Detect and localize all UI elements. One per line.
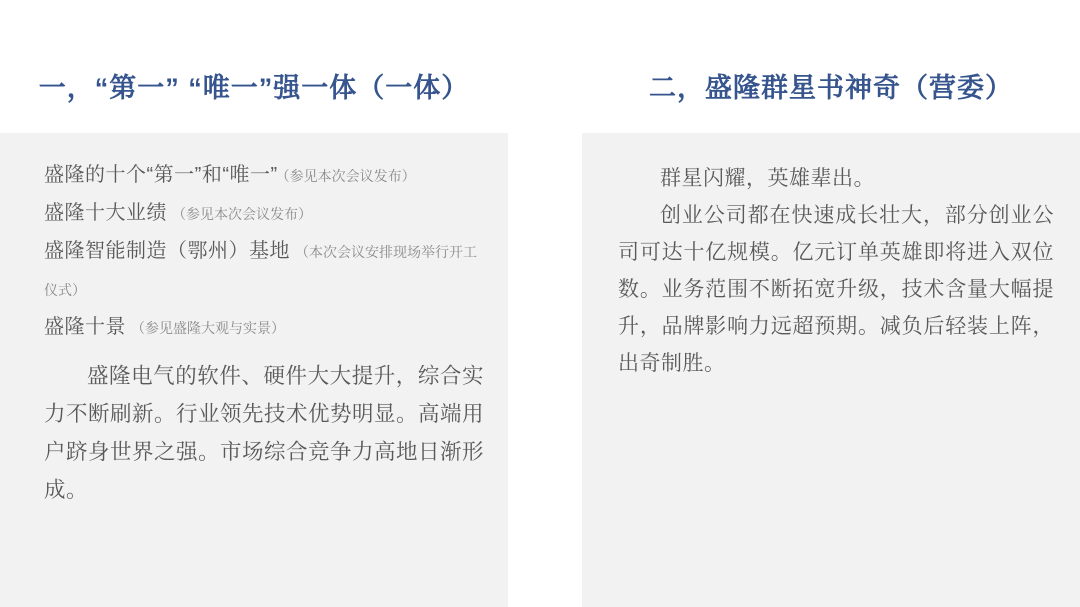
- right-section-heading: 二，盛隆群星书神奇（营委）: [649, 73, 1013, 103]
- item-note: （参见盛隆大观与实景）: [131, 320, 285, 336]
- left-item-list: [44, 157, 484, 347]
- list-item: [44, 195, 484, 233]
- right-paragraph-body: 创业公司都在快速成长壮大，部分创业公司可达十亿规模。亿元订单英雄即将进入双位数。业务范围不断拓宽升级，技术含量大幅提升，品牌影响力远超预期。减负后轻装上阵，出奇制胜。: [618, 204, 1054, 375]
- right-column: [582, 0, 1080, 607]
- left-panel: [0, 133, 508, 607]
- item-note: （参见本次会议发布）: [282, 168, 416, 184]
- left-column: [0, 0, 508, 607]
- left-paragraph: 盛隆电气的软件、硬件大大提升，综合实力不断刷新。行业领先技术优势明显。高端用户跻身世界之强。市场综合竞争力高地日渐形成。: [44, 364, 485, 502]
- right-paragraph-intro: 群星闪耀，英雄辈出。: [660, 167, 875, 190]
- right-panel: [582, 133, 1080, 607]
- list-item: [44, 157, 484, 195]
- left-section-heading: 一，“第一” “唯一”强一体（一体）: [38, 73, 470, 103]
- item-text: 盛隆十景: [44, 316, 126, 338]
- item-text: 盛隆的十个“第一”和“唯一”: [44, 164, 278, 186]
- item-text: 盛隆十大业绩: [44, 202, 167, 224]
- item-text: 盛隆智能制造（鄂州）基地: [44, 240, 290, 262]
- list-item: [44, 233, 484, 309]
- item-note: （参见本次会议发布）: [172, 206, 312, 222]
- list-item: [44, 309, 484, 347]
- item-note: （本次会议安排现场举行开工仪式）: [44, 244, 477, 298]
